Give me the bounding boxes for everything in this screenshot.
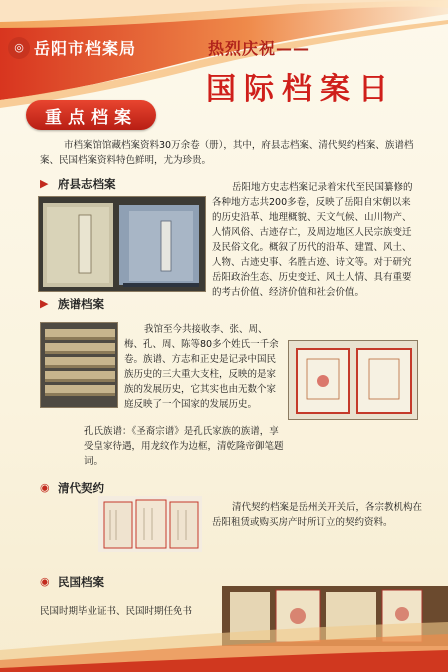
section-head-qing-contracts [40,480,104,496]
bottom-decoration [0,620,448,672]
highlight-label: 重点档案 [45,107,137,128]
county-records-text: 岳阳地方史志档案记录着宋代至民国纂修的各种地方志共200多卷，反映了岳阳自宋朝以来的历史沿革、地理概貌、天文气候、山川物产、人情风俗、古迹存亡，及周边地区人民宗族变迁及民俗文化。概叙了历代的沿革、建置、风土、人物、古迹史事、名胜古迹、诗文等。对于研究岳阳政治生态、历史变迁、风土人情、具有重要的考古价值、经济价值和社会价值。 [212,182,413,298]
genealogy-shelves-photo [40,322,118,408]
celebrate-text: 热烈庆祝—— [208,39,311,58]
intro-text: 市档案馆馆藏档案资料30万余卷（册），其中，府县志档案、清代契约档案、族谱档案、民国档案资料特色鲜明，尤为珍贵。 [40,140,414,166]
triangle-bullet-icon: ▶ [40,297,49,310]
confucius-genealogy-text: 孔氏族谱：《圣裔宗谱》是孔氏家族的族谱，享受皇家待遇，用龙纹作为边框，清乾隆帝御笔题词。 [84,426,284,467]
main-title: 国际档案日 [206,72,396,107]
highlight-badge [26,100,156,130]
emblem-bullet-icon: ◉ [40,481,50,494]
logo-text: 岳阳市档案局 [34,39,137,58]
section-head-republic [40,574,104,590]
genealogy-text: 我馆至今共接收李、张、周、梅、孔、周、陈等80多个姓氏一千余卷。族谱、方志和正史是记录中国民族历史的三大重大支柱，反映的是家族的发展历史，它其实也由无数个家庭反映了一个国家的发展历史。 [124,324,279,410]
republic-text: 民国时期毕业证书、民国时期任免书 [40,606,193,617]
section-title: 府县志档案 [58,177,116,191]
county-records-photo [38,196,206,292]
section-title: 清代契约 [58,481,104,495]
section-title: 民国档案 [58,575,104,589]
qing-contracts-text: 清代契约档案是岳州关开关后，各宗教机构在岳阳租赁或购买房产时所订立的契约资料。 [212,502,423,528]
section-head-county-records [40,176,116,192]
triangle-bullet-icon: ▶ [40,177,49,190]
genealogy-book-photo [288,340,418,420]
qing-contracts-photo [98,496,202,552]
archive-emblem-icon: ◎ [8,37,30,59]
section-title: 族谱档案 [58,297,104,311]
section-head-genealogy [40,296,104,312]
logo [8,36,136,59]
emblem-bullet-icon: ◉ [40,575,50,588]
